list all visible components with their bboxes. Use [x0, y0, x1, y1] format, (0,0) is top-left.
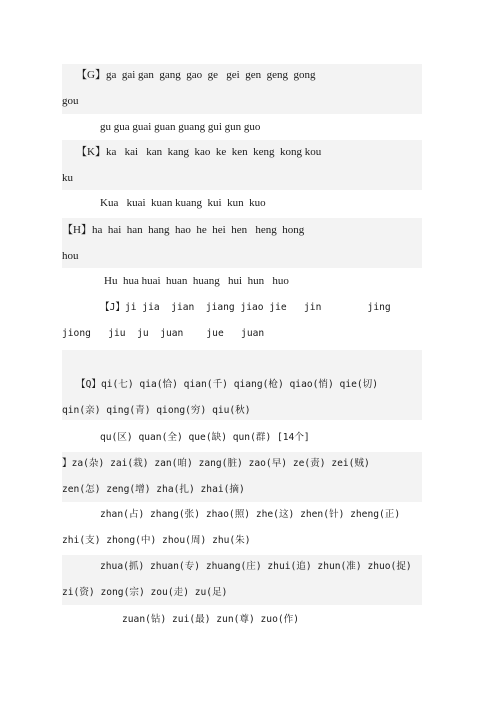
- z-line-6: zi(资) zong(宗) zou(走) zu(足): [62, 587, 228, 598]
- j-line-2: jiong jiu ju juan jue juan: [62, 328, 265, 339]
- k-line-2: ku: [62, 172, 73, 184]
- z-line-7: zuan(钻) zui(最) zun(尊) zuo(作): [122, 614, 299, 625]
- k-line-3: Kua kuai kuan kuang kui kun kuo: [100, 197, 266, 209]
- q-line-3: qu(区) quan(全) que(缺) qun(群) [14个]: [100, 432, 310, 443]
- z-line-2: zen(怎) zeng(增) zha(扎) zhai(摘): [62, 484, 245, 495]
- q-line-2: qin(亲) qing(青) qiong(穷) qiu(秋): [62, 405, 251, 416]
- z-line-4: zhi(支) zhong(中) zhou(周) zhu(朱): [62, 535, 251, 546]
- k-line-1: 【K】ka kai kan kang kao ke ken keng kong kou: [76, 146, 322, 158]
- z-line-3: zhan(占) zhang(张) zhao(照) zhe(这) zhen(针) zheng(正): [100, 509, 401, 520]
- g-line-2: gou: [62, 95, 79, 107]
- h-line-2: hou: [62, 250, 79, 262]
- g-line-3: gu gua guai guan guang gui gun guo: [100, 121, 261, 133]
- z-line-5: zhua(抓) zhuan(专) zhuang(庄) zhui(追) zhun(准) zhuo(捉): [100, 561, 412, 572]
- q-line-1: 【Q】qi(七) qia(恰) qian(千) qiang(枪) qiao(悄) qie(切): [76, 379, 379, 390]
- h-line-1: 【H】ha hai han hang hao he hei hen heng hong: [62, 224, 305, 236]
- j-line-1: 【J】ji jia jian jiang jiao jie jin jing: [100, 302, 391, 313]
- g-line-1: 【G】ga gai gan gang gao ge gei gen geng gong: [76, 69, 316, 81]
- h-line-3: Hu hua huai huan huang hui hun huo: [104, 275, 289, 287]
- z-line-1: 】za(杂) zai(栽) zan(咱) zang(脏) zao(早) ze(责) zei(贼): [62, 458, 370, 469]
